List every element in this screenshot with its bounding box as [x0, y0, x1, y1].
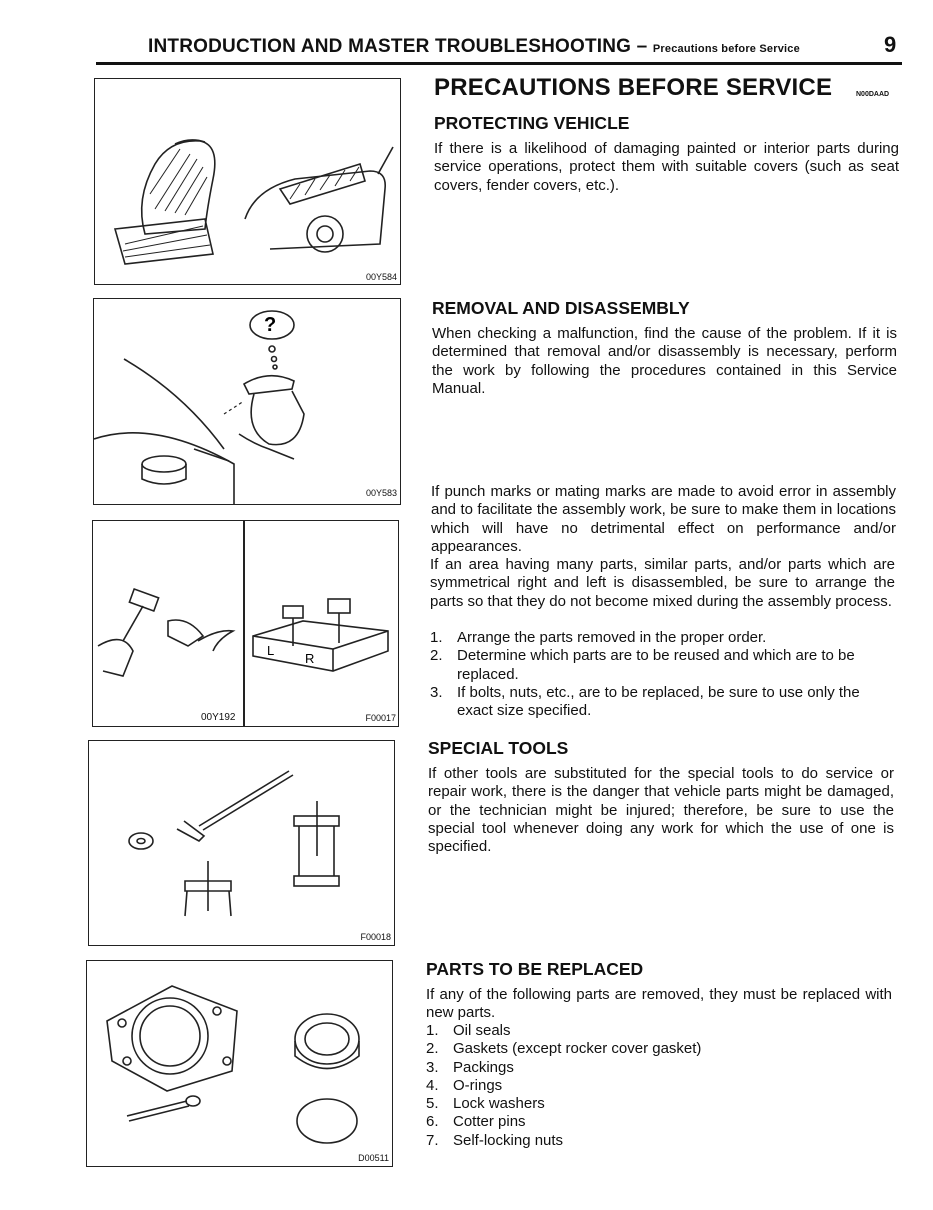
figure-removal — [93, 298, 401, 505]
list-item — [430, 629, 895, 647]
item-number: 3. — [426, 1058, 439, 1076]
figure-protecting-vehicle — [94, 78, 401, 285]
list-item — [430, 684, 895, 721]
header-title: INTRODUCTION AND MASTER TROUBLESHOOTING — [148, 36, 632, 57]
step-number: 1. — [430, 629, 443, 646]
item-number: 5. — [426, 1095, 439, 1113]
running-header — [148, 36, 800, 58]
question-mark: ? — [264, 314, 277, 336]
item-number: 4. — [426, 1076, 439, 1094]
figure-code-right: F00017 — [365, 713, 396, 723]
document-code: N00DAAD — [856, 91, 890, 98]
figure-code-left: 00Y192 — [201, 712, 236, 723]
item-number: 6. — [426, 1113, 439, 1131]
step-text: Arrange the parts removed in the proper order. — [457, 629, 767, 646]
heading-protecting-vehicle: PROTECTING VEHICLE — [434, 113, 630, 133]
seat-fender-cover-illustration — [95, 79, 400, 284]
special-tools-text: If other tools are substituted for the special tools to do service or repair work, there is the danger that vehicle parts might be damaged, or the technician might be injured; therefore, be sure to use the special tool whenever doing any work for which the use of one is specified. — [428, 765, 894, 856]
item-text: O-rings — [453, 1076, 503, 1094]
parts-replaced-text: If any of the following parts are removed, they must be replaced with new parts. — [426, 986, 892, 1022]
list-item — [426, 1113, 892, 1131]
removal-text-3: If an area having many parts, similar parts, and/or parts which are symmetrical right and left is disassembled, be sure to arrange the parts so that they do not become mixed during the assembly process. — [430, 556, 895, 610]
mechanic-illustration — [94, 299, 400, 504]
removal-steps — [430, 629, 895, 720]
tray-label-left: L — [267, 643, 275, 658]
tray-label-right: R — [305, 651, 315, 666]
figure-special-tools — [88, 740, 395, 946]
step-number: 3. — [430, 683, 443, 701]
list-item — [430, 647, 895, 684]
item-text: Self-locking nuts — [453, 1131, 564, 1149]
parts-list — [426, 1022, 892, 1150]
protecting-vehicle-text: If there is a likelihood of damaging painted or interior parts during service operations, protect them with suitable covers (such as seat covers, fender covers, etc.). — [434, 140, 899, 194]
step-text: Determine which parts are to be reused and which are to be replaced. — [457, 647, 855, 683]
item-number: 2. — [426, 1040, 439, 1058]
page-number: 9 — [884, 32, 897, 57]
figure-code: D00511 — [358, 1153, 389, 1163]
step-number: 2. — [430, 647, 443, 665]
item-text: Oil seals — [453, 1022, 511, 1039]
list-item — [426, 1022, 892, 1040]
heading-parts-to-be-replaced: PARTS TO BE REPLACED — [426, 959, 644, 979]
figure-code: 00Y584 — [365, 272, 397, 282]
item-text: Cotter pins — [453, 1113, 526, 1131]
header-dash: – — [636, 36, 648, 57]
header-rule — [96, 62, 902, 65]
removal-text-2: If punch marks or mating marks are made to avoid error in assembly and to facilitate the assembly work, be sure to make them in locations which will have no detrimental effect on performance and/or appearances. — [431, 483, 896, 555]
removal-text-1: When checking a malfunction, find the cause of the problem. If it is determined that removal and/or disassembly is necessary, perform the work by following the procedures contained in this Service Manual. — [432, 325, 897, 397]
special-tools-illustration — [89, 741, 394, 945]
step-text: If bolts, nuts, etc., are to be replaced, be sure to use only the exact size specified. — [457, 683, 860, 720]
header-subtitle: Precautions before Service — [652, 43, 800, 55]
page-title: PRECAUTIONS BEFORE SERVICE — [434, 74, 833, 101]
list-item — [426, 1095, 892, 1113]
heading-removal-disassembly: REMOVAL AND DISASSEMBLY — [432, 298, 690, 318]
figure-code: F00018 — [360, 932, 391, 942]
list-item — [426, 1059, 892, 1077]
figure-code: 00Y583 — [365, 488, 397, 498]
heading-special-tools: SPECIAL TOOLS — [428, 738, 569, 758]
item-text: Gaskets (except rocker cover gasket) — [453, 1040, 702, 1058]
item-number: 1. — [426, 1022, 439, 1039]
item-number: 7. — [426, 1131, 439, 1149]
list-item — [426, 1132, 892, 1150]
figure-marks-and-arrangement — [92, 520, 399, 727]
list-item — [426, 1077, 892, 1095]
item-text: Packings — [453, 1058, 514, 1076]
item-text: Lock washers — [453, 1095, 545, 1113]
punch-and-parts-tray-illustration — [93, 521, 398, 726]
gasket-seal-illustration — [87, 961, 392, 1166]
list-item — [426, 1040, 892, 1058]
figure-parts-to-replace — [86, 960, 393, 1167]
